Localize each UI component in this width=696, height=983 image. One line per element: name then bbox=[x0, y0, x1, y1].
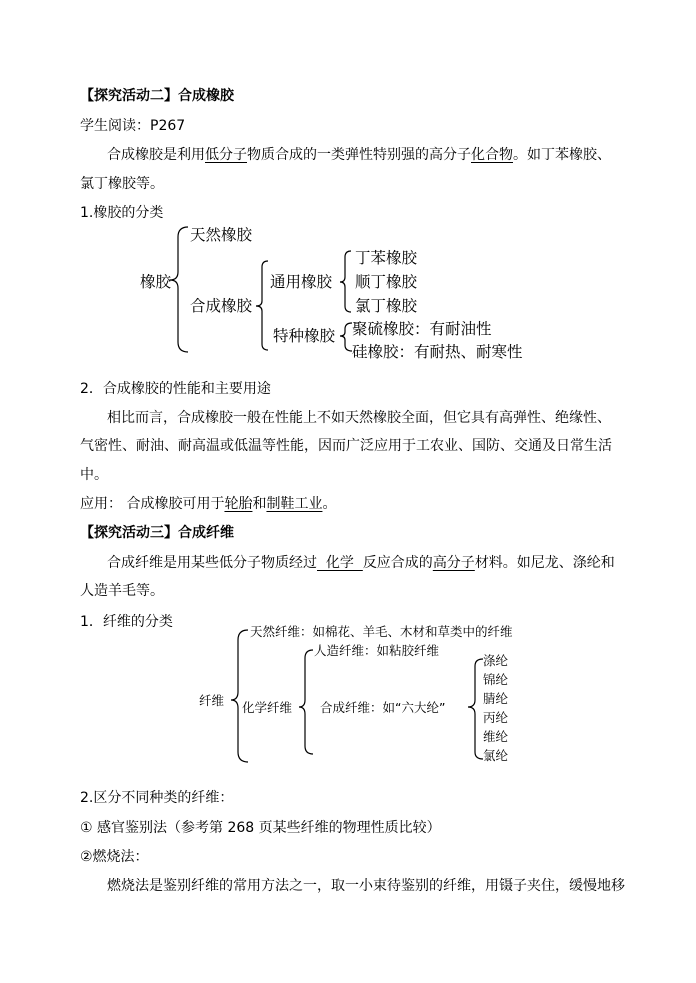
tree-general-item: 顺丁橡胶 bbox=[355, 273, 418, 291]
tree-six-fiber: 涤纶 bbox=[483, 653, 509, 668]
text: 。如丁苯橡胶、 bbox=[513, 147, 611, 163]
rubber-classification-title: 1.橡胶的分类 bbox=[80, 205, 164, 221]
underlined-term: 化学 bbox=[317, 555, 363, 571]
underlined-term: 高分子 bbox=[432, 555, 475, 571]
tree-chemical-fiber: 化学纤维 bbox=[242, 700, 293, 715]
tree-special-rubber: 特种橡胶 bbox=[273, 327, 336, 345]
method-burning-text: 燃烧法是鉴别纤维的常用方法之一，取一小束待鉴别的纤维，用镊子夹住，缓慢地移 bbox=[107, 878, 625, 894]
text: 应用： 合成橡胶可用于 bbox=[80, 496, 225, 512]
tree-general-rubber: 通用橡胶 bbox=[270, 273, 333, 291]
text: 合成橡胶是利用 bbox=[107, 147, 205, 163]
underlined-term: 轮胎 bbox=[224, 496, 253, 512]
tree-special-item: 硅橡胶：有耐热、耐寒性 bbox=[352, 343, 523, 361]
fiber-classification-title: 1．纤维的分类 bbox=[80, 614, 173, 630]
tree-six-fiber: 锦纶 bbox=[483, 672, 509, 687]
tree-synthetic-rubber: 合成橡胶 bbox=[190, 297, 253, 315]
text: 材料。如尼龙、涤纶和 bbox=[474, 555, 615, 571]
tree-special-item: 聚硫橡胶：有耐油性 bbox=[352, 320, 492, 338]
rubber-uses-title: 2．合成橡胶的性能和主要用途 bbox=[80, 381, 271, 397]
tree-natural-fiber: 天然纤维：如棉花、羊毛、木材和草类中的纤维 bbox=[250, 624, 513, 639]
tree-six-fiber: 氯纶 bbox=[483, 748, 509, 763]
text: 物质合成的一类弹性特别强的高分子 bbox=[247, 147, 471, 163]
rubber-intro-line2: 氯丁橡胶等。 bbox=[80, 176, 164, 192]
rubber-uses-line: 中。 bbox=[80, 467, 108, 483]
underlined-term: 化合物 bbox=[471, 147, 513, 163]
fiber-intro-line2: 人造羊毛等。 bbox=[80, 583, 164, 599]
rubber-uses-line: 气密性、耐油、耐高温或低温等性能，因而广泛应用于工农业、国防、交通及日常生活 bbox=[80, 438, 612, 454]
rubber-uses-line: 相比而言，合成橡胶一般在性能上不如天然橡胶全面，但它具有高弹性、绝缘性、 bbox=[107, 410, 611, 426]
tree-six-fiber: 维纶 bbox=[483, 729, 509, 744]
underlined-term: 制鞋工业 bbox=[266, 496, 323, 512]
fiber-distinguish-title: 2.区分不同种类的纤维： bbox=[80, 790, 234, 806]
text: 。 bbox=[322, 496, 337, 512]
method-burning-title: ②燃烧法： bbox=[80, 849, 149, 865]
method-sensory: ① 感官鉴别法（参考第 268 页某些纤维的物理性质比较） bbox=[80, 820, 441, 836]
section-heading-fiber: 【探究活动三】合成纤维 bbox=[80, 525, 234, 541]
text: 和 bbox=[252, 496, 267, 512]
text: 反应合成的 bbox=[362, 555, 433, 571]
text: 合成纤维是用某些低分子物质经过 bbox=[107, 555, 317, 571]
tree-root-fiber: 纤维 bbox=[199, 693, 225, 708]
tree-natural-rubber: 天然橡胶 bbox=[190, 226, 253, 244]
tree-six-fiber: 丙纶 bbox=[483, 710, 509, 725]
tree-six-fiber: 腈纶 bbox=[483, 691, 509, 706]
section-heading-rubber: 【探究活动二】合成橡胶 bbox=[80, 88, 234, 104]
underlined-term: 低分子 bbox=[205, 147, 247, 163]
tree-artificial-fiber: 人造纤维：如粘胶纤维 bbox=[314, 643, 440, 658]
tree-general-item: 丁苯橡胶 bbox=[355, 249, 418, 267]
tree-general-item: 氯丁橡胶 bbox=[355, 297, 418, 315]
tree-root-rubber: 橡胶 bbox=[140, 273, 172, 291]
tree-synthetic-fiber: 合成纤维：如“六大纶” bbox=[320, 700, 446, 715]
reading-reference: 学生阅读：P267 bbox=[80, 118, 186, 134]
